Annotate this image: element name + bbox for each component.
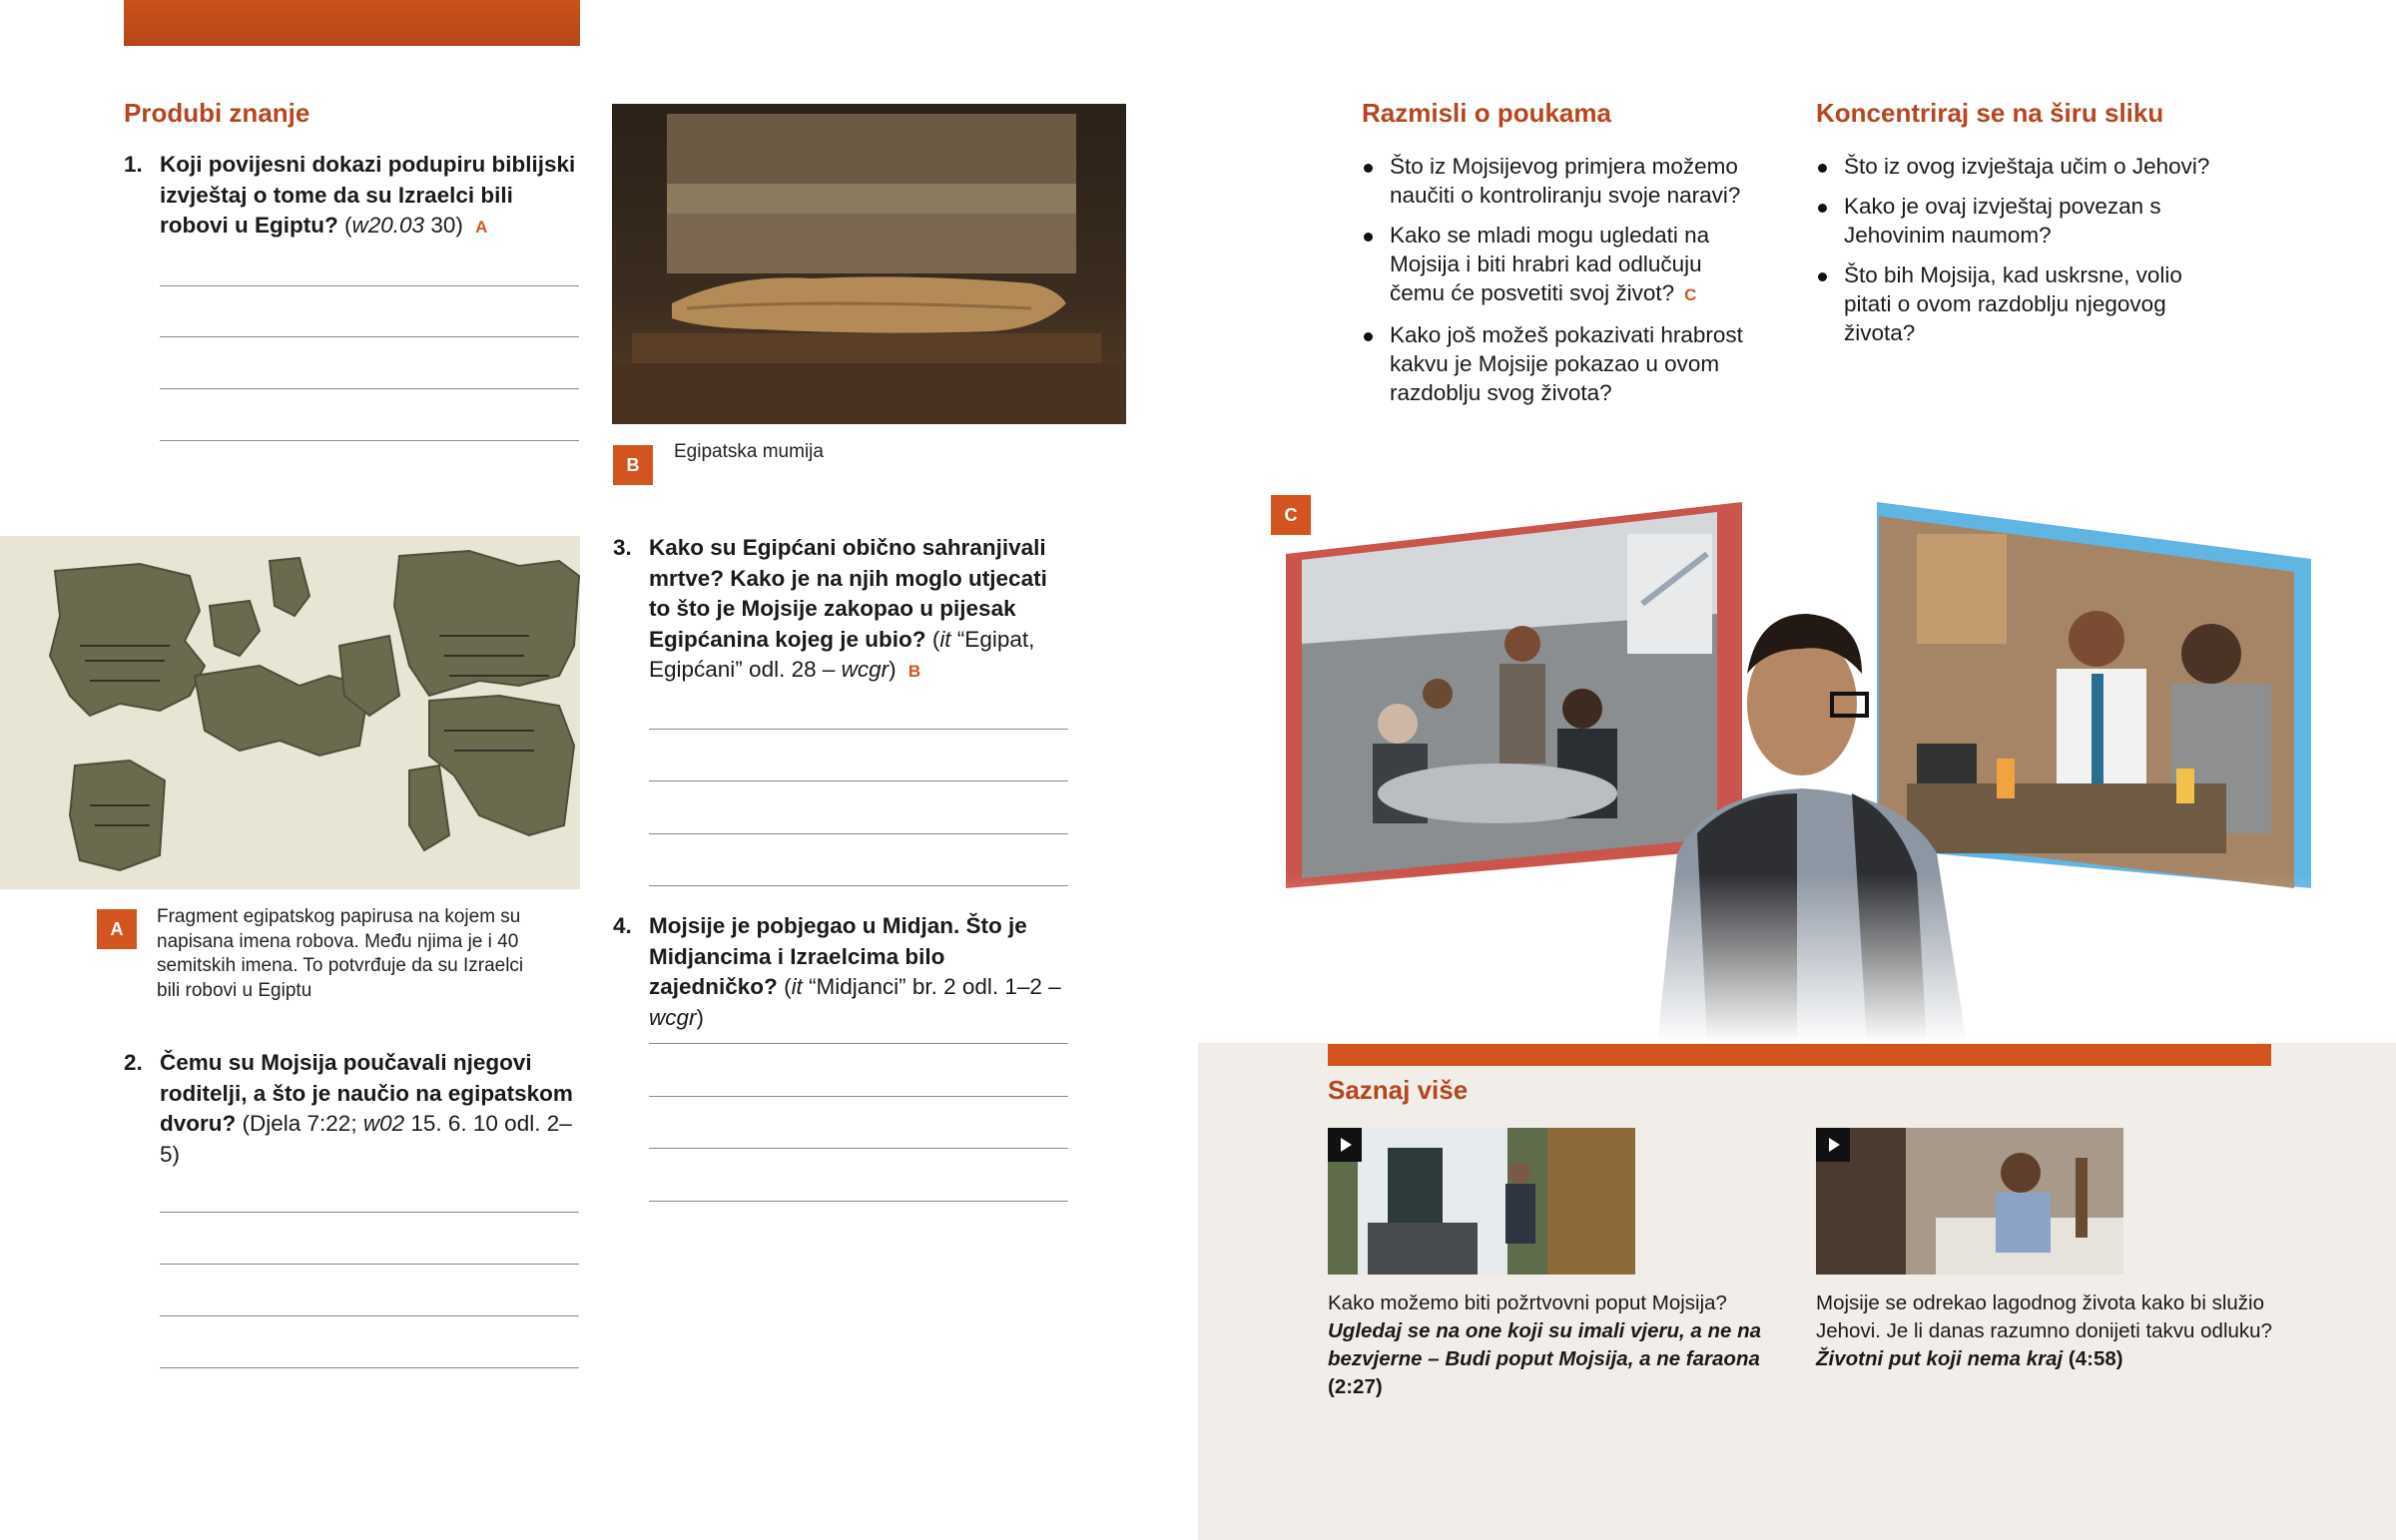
section-heading-reflect: Razmisli o poukama xyxy=(1362,98,1611,128)
answer-line[interactable] xyxy=(649,1096,1068,1097)
section-heading-learn-more: Saznaj više xyxy=(1328,1075,1469,1105)
question-number: 2. xyxy=(124,1050,143,1075)
video-title-link[interactable]: Životni put koji nema kraj xyxy=(1816,1347,2064,1370)
question-text: Koji povijesni dokazi podupiru biblijski izvještaj o tome da su Izraelci bili robovi u Egiptu? xyxy=(160,152,576,238)
image-ref-tag: C xyxy=(1684,285,1697,304)
question-number: 1. xyxy=(124,152,143,177)
image-ref-tag: B xyxy=(907,662,921,681)
question-4: 4. Mojsije je pobjegao u Midjan. Što je Midjancima i Izraelcima bilo zajedničko? (it “Midjanci” br. 2 odl. 1–2 – wcgr) xyxy=(613,913,1061,1030)
video-question: Mojsije se odrekao lagodnog života kako bi služio Jehovi. Je li danas razumno donijeti takvu odluku? xyxy=(1816,1291,2272,1342)
papyrus-fragment-image xyxy=(0,536,580,889)
answer-line[interactable] xyxy=(160,1212,579,1213)
video-duration: (2:27) xyxy=(1328,1375,1383,1398)
question-text: Mojsije je pobjegao u Midjan. Što je Midjancima i Izraelcima bilo zajedničko? xyxy=(649,913,1027,999)
list-item: Što iz ovog izvještaja učim o Jehovi? xyxy=(1816,152,2235,181)
caption-mummy: Egipatska mumija xyxy=(674,441,824,462)
play-icon[interactable] xyxy=(1328,1128,1362,1162)
answer-line[interactable] xyxy=(160,388,579,389)
reflect-list xyxy=(1362,152,1761,418)
list-item: Kako još možeš pokazivati hrabrost kakvu je Mojsije pokazao u ovom razdoblju svog života? xyxy=(1362,320,1761,407)
video-question: Kako možemo biti požrtvovni poput Mojsija? xyxy=(1328,1291,1727,1314)
header-color-strip xyxy=(124,0,580,46)
egyptian-mummy-image xyxy=(612,104,1126,424)
play-icon[interactable] xyxy=(1816,1128,1850,1162)
answer-line[interactable] xyxy=(160,1367,579,1368)
section-heading-deepen: Produbi znanje xyxy=(124,98,310,128)
question-number: 4. xyxy=(613,913,632,938)
answer-line[interactable] xyxy=(649,729,1068,730)
answer-line[interactable] xyxy=(160,285,579,286)
answer-line[interactable] xyxy=(160,336,579,337)
answer-line[interactable] xyxy=(649,1043,1068,1044)
question-2: 2. Čemu su Mojsija poučavali njegovi roditelji, a što je naučio na egipatskom dvoru? (Djela 7:22; w02 15. 6. 10 odl. 2–5) xyxy=(124,1050,573,1167)
answer-line[interactable] xyxy=(649,1201,1068,1202)
caption-badge-a: A xyxy=(97,909,137,949)
answer-line[interactable] xyxy=(160,1264,579,1265)
video-caption-2 xyxy=(1816,1289,2285,1373)
answer-line[interactable] xyxy=(649,780,1068,781)
answer-line[interactable] xyxy=(649,885,1068,886)
video-caption-1 xyxy=(1328,1289,1767,1401)
question-1: 1. Koji povijesni dokazi podupiru biblijski izvještaj o tome da su Izraelci bili robovi u Egiptu? (w20.03 30) A xyxy=(124,152,576,238)
question-3: 3. Kako su Egipćani obično sahranjivali mrtve? Kako je na njih moglo utjecati to što je Mojsije zakopao u pijesak Egipćanina kojeg je ubio? (it “Egipat, Egipćani” odl. 28 – wcgr) B xyxy=(613,535,1047,682)
answer-line[interactable] xyxy=(160,440,579,441)
caption-papyrus: Fragment egipatskog papirusa na kojem su napisana imena robova. Među njima je i 40 semitskih imena. To potvrđuje da su Izraelci bili robovi u Egiptu xyxy=(157,906,524,1001)
video-thumbnail-2[interactable] xyxy=(1816,1128,2123,1275)
question-text: Kako su Egipćani obično sahranjivali mrtve? Kako je na njih moglo utjecati to što je Mojsije zakopao u pijesak Egipćanina kojeg je ubio? xyxy=(649,535,1047,652)
question-number: 3. xyxy=(613,535,632,560)
list-item: Što iz Mojsijevog primjera možemo naučiti o kontroliranju svoje naravi? xyxy=(1362,152,1761,210)
big-picture-list xyxy=(1816,152,2235,358)
young-man-choices-illustration xyxy=(1278,494,2316,1043)
video-duration: (4:58) xyxy=(2063,1347,2123,1370)
learn-more-accent-bar xyxy=(1328,1044,2271,1066)
list-item: Što bih Mojsija, kad uskrsne, volio pitati o ovom razdoblju njegovog života? xyxy=(1816,260,2235,347)
illustration-badge-c: C xyxy=(1271,495,1311,535)
caption-badge-b: B xyxy=(613,445,653,485)
question-text: Čemu su Mojsija poučavali njegovi roditelji, a što je naučio na egipatskom dvoru? xyxy=(160,1050,573,1136)
list-item: Kako je ovaj izvještaj povezan s Jehovinim naumom? xyxy=(1816,192,2235,250)
answer-line[interactable] xyxy=(649,1148,1068,1149)
list-item: Kako se mladi mogu ugledati na Mojsija i biti hrabri kad odlučuju čemu će posvetiti svoj život? C xyxy=(1362,221,1761,309)
answer-line[interactable] xyxy=(649,833,1068,834)
image-ref-tag: A xyxy=(475,218,488,237)
section-heading-big-picture: Koncentriraj se na širu sliku xyxy=(1816,98,2164,128)
video-thumbnail-1[interactable] xyxy=(1328,1128,1635,1275)
answer-line[interactable] xyxy=(160,1315,579,1316)
video-title-link[interactable]: Ugledaj se na one koji su imali vjeru, a ne na bezvjerne – Budi poput Mojsija, a ne faraona xyxy=(1328,1319,1762,1370)
